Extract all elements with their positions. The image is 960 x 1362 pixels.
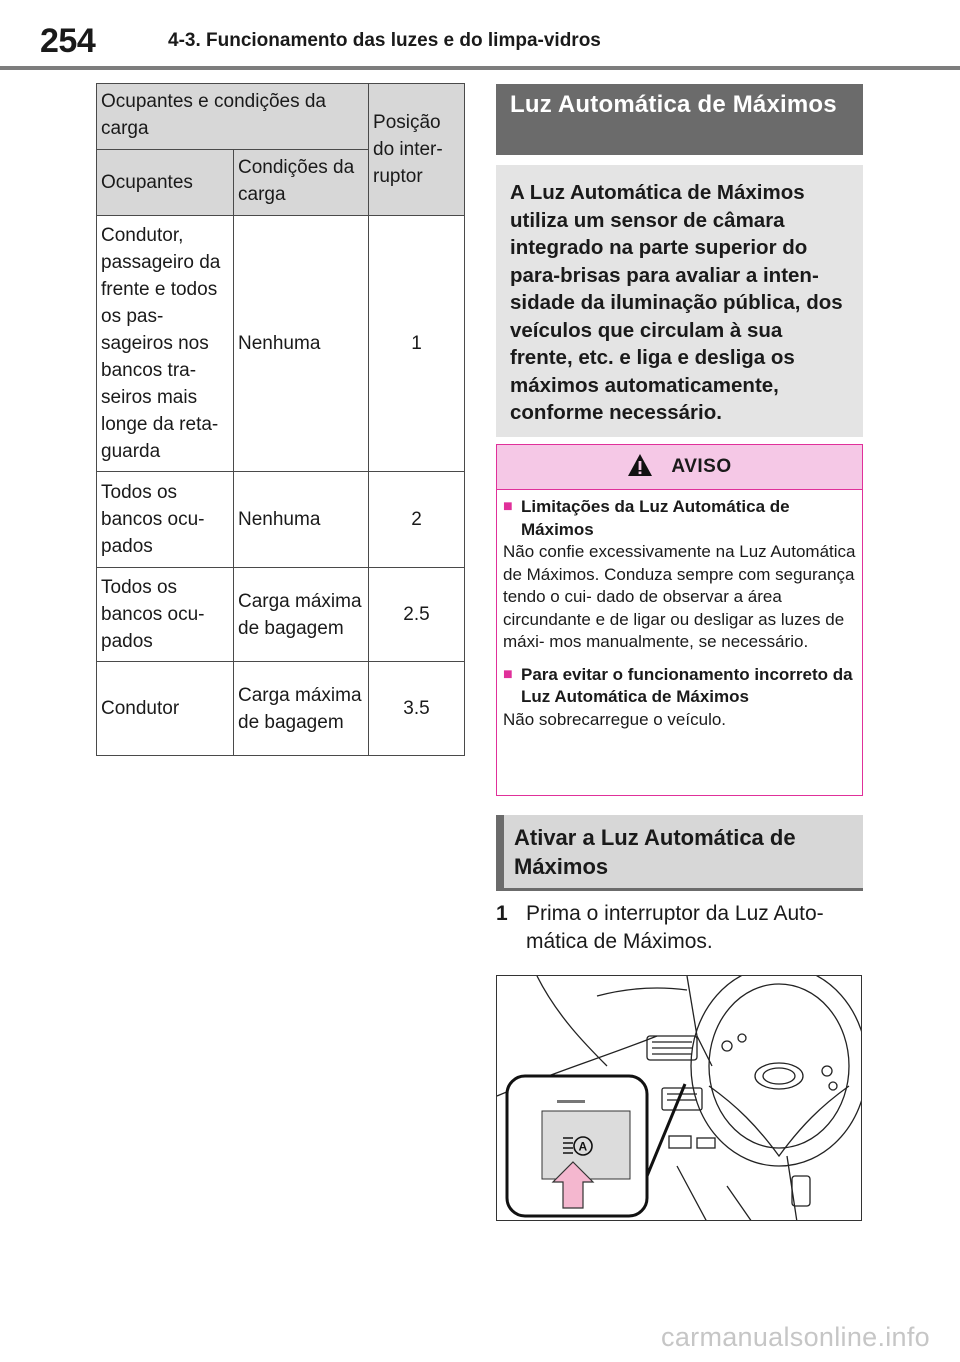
table-header-switch-position: Posição do inter- ruptor: [369, 84, 465, 216]
section-heading-auto-high-beam: Luz Automática de Máximos: [496, 84, 863, 155]
step-1: [496, 900, 863, 956]
cell-occupants: Todos os bancos ocu- pados: [97, 472, 234, 568]
cell-occupants: Todos os bancos ocu- pados: [97, 568, 234, 662]
watermark: carmanualsonline.info: [661, 1322, 930, 1352]
step-text: Prima o interruptor da Luz Auto- mática de Máximos.: [526, 902, 824, 953]
cell-position: 3.5: [369, 662, 465, 756]
table-row: [97, 568, 465, 662]
cell-conditions: Carga máxima de bagagem: [234, 568, 369, 662]
cell-conditions: Carga máxima de bagagem: [234, 662, 369, 756]
header-divider: [0, 66, 960, 70]
table-row: [97, 472, 465, 568]
cell-position: 2.5: [369, 568, 465, 662]
table-header-occupants: Ocupantes: [97, 150, 234, 216]
square-bullet-icon: ■: [503, 498, 513, 515]
cell-occupants: Condutor, passageiro da frente e todos os pas- sageiros nos bancos tra- seiros mais longe da reta- guarda: [97, 216, 234, 472]
table-header-occupants-conditions: Ocupantes e condições da carga: [97, 84, 369, 150]
cell-occupants: Condutor: [97, 662, 234, 756]
svg-text:A: A: [578, 1139, 588, 1154]
warning-text: Não sobrecarregue o veículo.: [503, 709, 727, 729]
warning-title: AVISO: [671, 456, 732, 477]
section-heading-activate: Ativar a Luz Automática de Máximos: [496, 815, 863, 891]
dashboard-illustration: [496, 975, 862, 1221]
warning-box: [496, 444, 863, 796]
page-number: 254: [40, 22, 96, 60]
warning-subheading: ■ Limitações da Luz Automática de Máximos: [503, 496, 856, 541]
table-row: [97, 662, 465, 756]
warning-subheading: ■ Para evitar o funcionamento incorreto da Luz Automática de Máximos: [503, 664, 856, 709]
cell-position: 2: [369, 472, 465, 568]
table-row: [97, 216, 465, 472]
square-bullet-icon: ■: [503, 665, 513, 683]
occupancy-table: [96, 83, 465, 756]
warning-header: [497, 445, 862, 490]
cell-conditions: Nenhuma: [234, 472, 369, 568]
cell-position: 1: [369, 216, 465, 472]
cell-conditions: Nenhuma: [234, 216, 369, 472]
warning-triangle-icon: [627, 453, 653, 482]
step-number: 1: [496, 902, 508, 925]
intro-paragraph: A Luz Automática de Máximos utiliza um sensor de câmara integrado na parte superior do para-brisas para avaliar a inten- sidade da iluminação pública, dos veículos que circulam à sua frente, etc. e liga e desliga os máximos automaticamente, conforme necessário.: [496, 165, 863, 437]
section-title: 4-3. Funcionamento das luzes e do limpa-vidros: [168, 30, 601, 51]
warning-text: Não confie excessivamente na Luz Automática de Máximos. Conduza sempre com segurança tendo o cui- dado de observar a área circundante e de ligar ou desligar as luzes de máxi- mos manualmente, se necessário.: [503, 542, 856, 651]
table-header-load-conditions: Condições da carga: [234, 150, 369, 216]
